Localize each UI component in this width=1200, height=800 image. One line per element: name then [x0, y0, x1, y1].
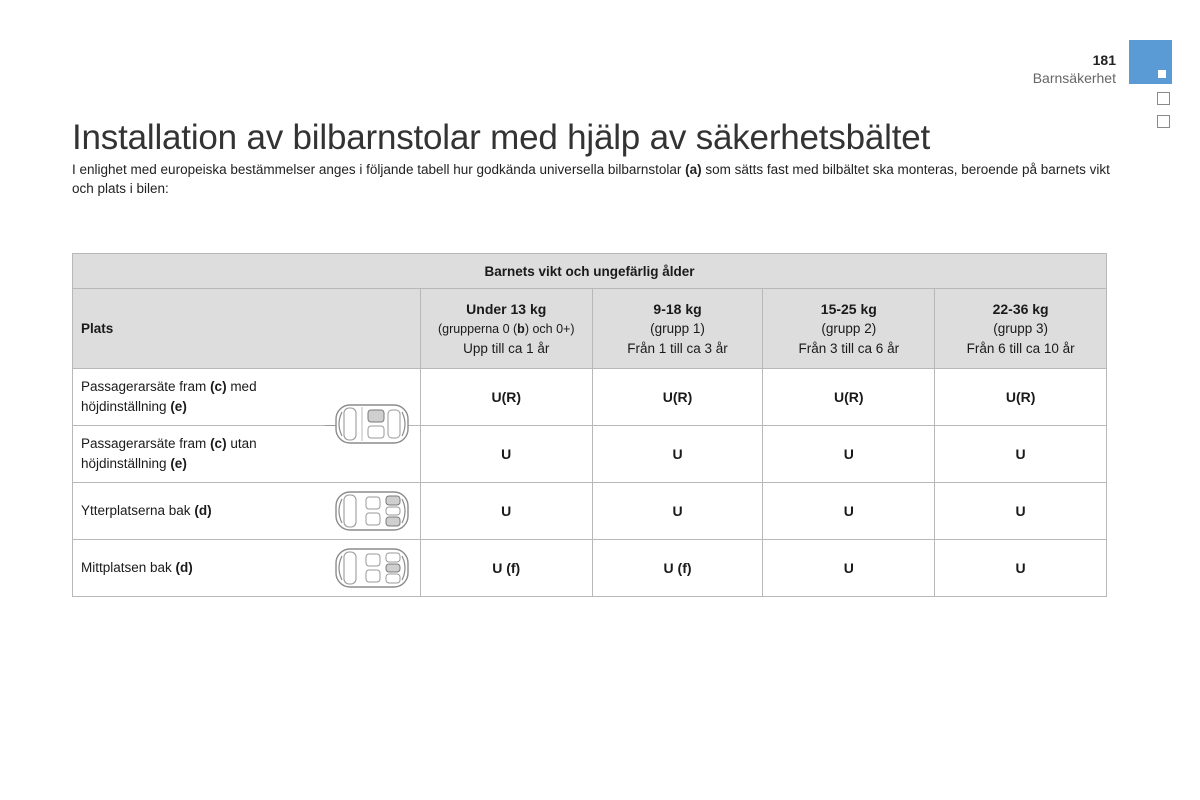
child-seat-table	[72, 253, 1107, 597]
table-row	[73, 369, 1107, 426]
chapter-tab-marker[interactable]	[1129, 40, 1172, 84]
value-cell: U	[935, 483, 1107, 540]
value-cell: U(R)	[420, 369, 592, 426]
value-cell: U(R)	[935, 369, 1107, 426]
value-cell: U	[935, 426, 1107, 483]
page-title: Installation av bilbarnstolar med hjälp av säkerhetsbältet	[72, 118, 931, 157]
page-number: 181	[1092, 52, 1116, 68]
value-cell: U	[935, 540, 1107, 597]
chapter-box-icon[interactable]	[1157, 115, 1170, 128]
place-column-header: Plats	[73, 289, 421, 369]
tab-indicator-icon	[1158, 70, 1166, 78]
car-rear-outer-seats-icon	[332, 489, 412, 533]
group-age: Från 6 till ca 10 år	[966, 340, 1075, 356]
value-cell: U(R)	[763, 369, 935, 426]
intro-text: I enlighet med europeiska bestämmelser anges i följande tabell hur godkända universella bilbarnstolar	[72, 162, 686, 177]
group-label: (grupperna 0 (b) och 0+)	[437, 321, 575, 336]
value-cell: U	[592, 483, 763, 540]
value-cell: U	[592, 426, 763, 483]
table-row	[73, 426, 1107, 483]
place-cell	[73, 426, 421, 483]
place-cell	[73, 483, 421, 540]
group-age: Från 3 till ca 6 år	[798, 340, 900, 356]
value-cell: U (f)	[420, 540, 592, 597]
value-cell: U	[420, 483, 592, 540]
intro-ref-a: (a)	[685, 162, 702, 177]
intro-text-end: som sätts fast med bilbältet ska monteras, beroende på barnets vikt och plats i bilen:	[72, 162, 1110, 196]
value-cell: U	[763, 426, 935, 483]
chapter-box-icon[interactable]	[1157, 92, 1170, 105]
group-weight: 22-36 kg	[992, 300, 1049, 317]
group-label: (grupp 2)	[821, 320, 877, 336]
group-label: (grupp 1)	[650, 320, 705, 336]
table-row	[73, 540, 1107, 597]
place-cell	[73, 369, 421, 426]
group-age: Upp till ca 1 år	[463, 340, 550, 356]
section-name: Barnsäkerhet	[1032, 70, 1116, 86]
group-header	[763, 289, 935, 369]
place-label: Passagerarsäte fram (c) utan höjdinställning (e)	[81, 436, 257, 471]
group-header	[420, 289, 592, 369]
group-label: (grupp 3)	[993, 320, 1048, 336]
place-label: Mittplatsen bak (d)	[81, 560, 193, 575]
table-row	[73, 483, 1107, 540]
group-header	[592, 289, 763, 369]
place-label: Ytterplatserna bak (d)	[81, 503, 212, 518]
group-weight: Under 13 kg	[466, 300, 547, 317]
group-weight: 9-18 kg	[653, 300, 702, 317]
table-main-header: Barnets vikt och ungefärlig ålder	[73, 254, 1107, 289]
group-age: Från 1 till ca 3 år	[627, 340, 728, 356]
intro-paragraph	[72, 160, 1112, 198]
value-cell: U(R)	[592, 369, 763, 426]
place-label: Passagerarsäte fram (c) med höjdinställning (e)	[81, 379, 257, 414]
value-cell: U (f)	[592, 540, 763, 597]
group-header	[935, 289, 1107, 369]
car-rear-middle-seat-icon	[332, 546, 412, 590]
value-cell: U	[763, 540, 935, 597]
group-weight: 15-25 kg	[820, 300, 877, 317]
value-cell: U	[763, 483, 935, 540]
value-cell: U	[420, 426, 592, 483]
place-cell	[73, 540, 421, 597]
